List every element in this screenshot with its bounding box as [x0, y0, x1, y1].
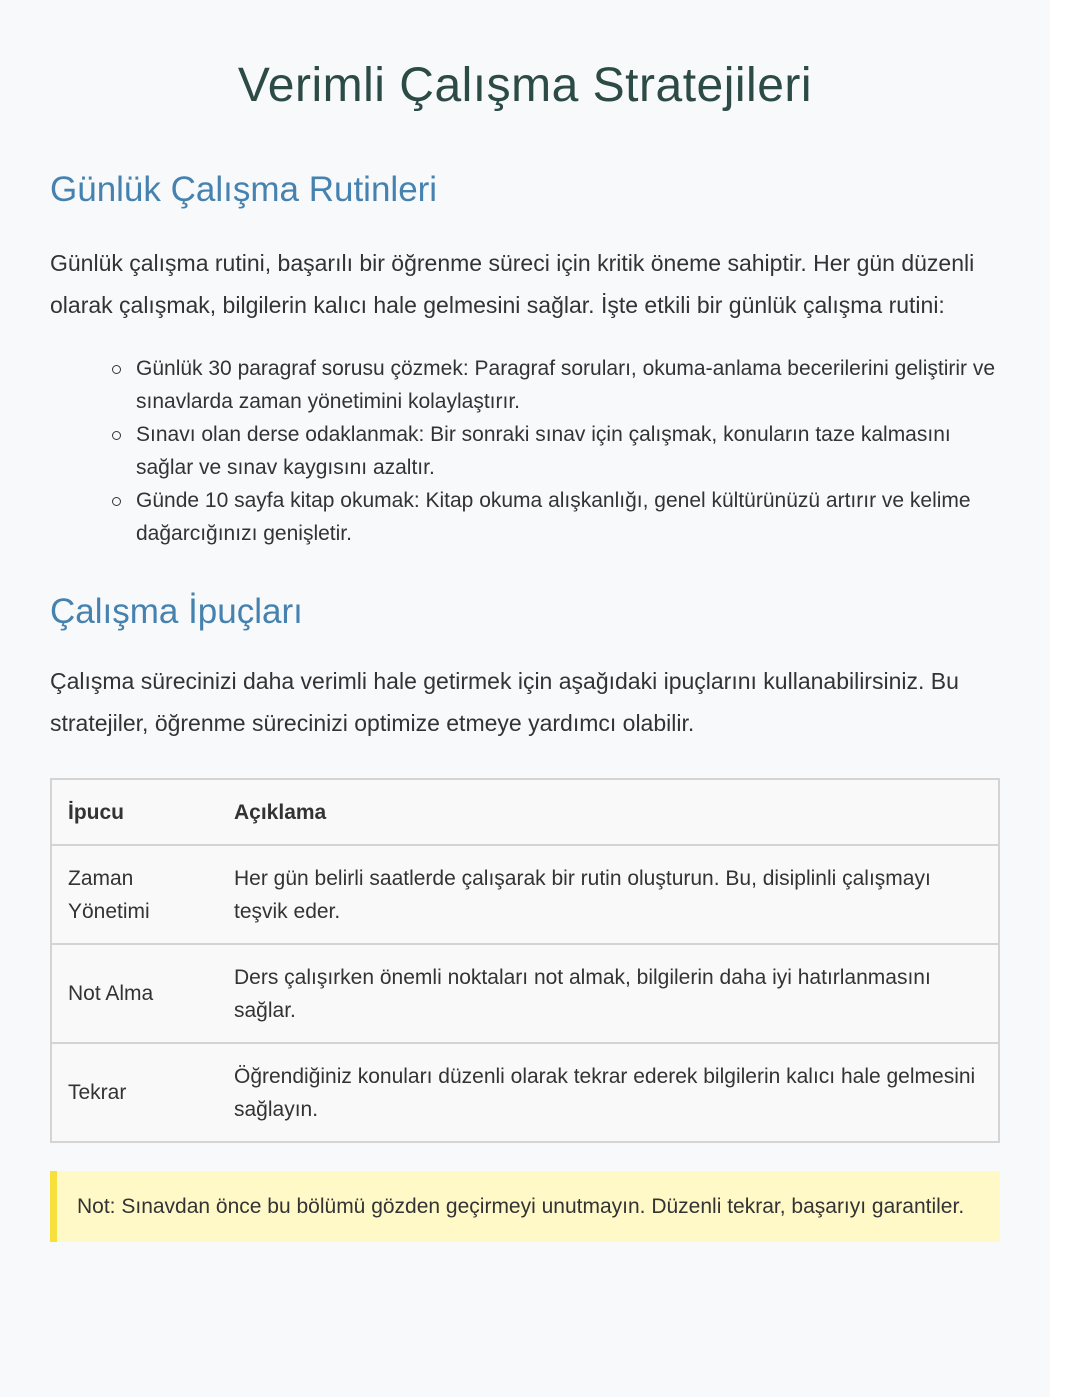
list-item-text: Sınavı olan derse odaklanmak: Bir sonraki sınav için çalışmak, konuların taze kalmasını sağlar ve sınav kaygısını azaltır.	[136, 423, 951, 479]
table-row	[51, 944, 999, 1043]
section-intro: Günlük çalışma rutini, başarılı bir öğrenme süreci için kritik öneme sahiptir. Her gün düzenli olarak çalışmak, bilgilerin kalıcı hale gelmesini sağlar. İşte etkili bir günlük çalışma rutini:	[50, 250, 975, 318]
circle-bullet-icon	[112, 431, 121, 440]
table-row	[51, 1043, 999, 1142]
note-callout: Not: Sınavdan önce bu bölümü gözden geçirmeyi unutmayın. Düzenli tekrar, başarıyı garantiler.	[50, 1171, 1000, 1242]
table-header-row	[51, 779, 999, 845]
list-item	[136, 418, 1000, 484]
list-item	[136, 352, 1000, 418]
routine-list	[50, 352, 1000, 550]
tips-table	[50, 778, 1000, 1143]
column-header: İpucu	[51, 779, 218, 845]
table-row	[51, 845, 999, 944]
circle-bullet-icon	[112, 497, 121, 506]
table-cell: Öğrendiğiniz konuları düzenli olarak tekrar ederek bilgilerin kalıcı hale gelmesini sağlayın.	[218, 1043, 999, 1142]
section-heading-daily-routines: Günlük Çalışma Rutinleri	[50, 170, 438, 209]
page-title: Verimli Çalışma Stratejileri	[237, 59, 813, 112]
table-cell: Ders çalışırken önemli noktaları not almak, bilgilerin daha iyi hatırlanmasını sağlar.	[218, 944, 999, 1043]
section-heading-tips: Çalışma İpuçları	[50, 592, 303, 631]
column-header: Açıklama	[218, 779, 999, 845]
table-cell: Her gün belirli saatlerde çalışarak bir rutin oluşturun. Bu, disiplinli çalışmayı teşvik eder.	[218, 845, 999, 944]
table-cell: Zaman Yönetimi	[51, 845, 218, 944]
list-item	[136, 484, 1000, 550]
circle-bullet-icon	[112, 365, 121, 374]
list-item-text: Günde 10 sayfa kitap okumak: Kitap okuma alışkanlığı, genel kültürünüzü artırır ve kelime dağarcığınızı genişletir.	[136, 489, 971, 545]
section-intro: Çalışma sürecinizi daha verimli hale getirmek için aşağıdaki ipuçlarını kullanabilirsiniz. Bu stratejiler, öğrenme sürecinizi optimize etmeye yardımcı olabilir.	[50, 668, 959, 736]
table-cell: Not Alma	[51, 944, 218, 1043]
table-cell: Tekrar	[51, 1043, 218, 1142]
list-item-text: Günlük 30 paragraf sorusu çözmek: Paragraf soruları, okuma-anlama becerilerini geliştirir ve sınavlarda zaman yönetimini kolaylaştırır.	[136, 357, 996, 413]
